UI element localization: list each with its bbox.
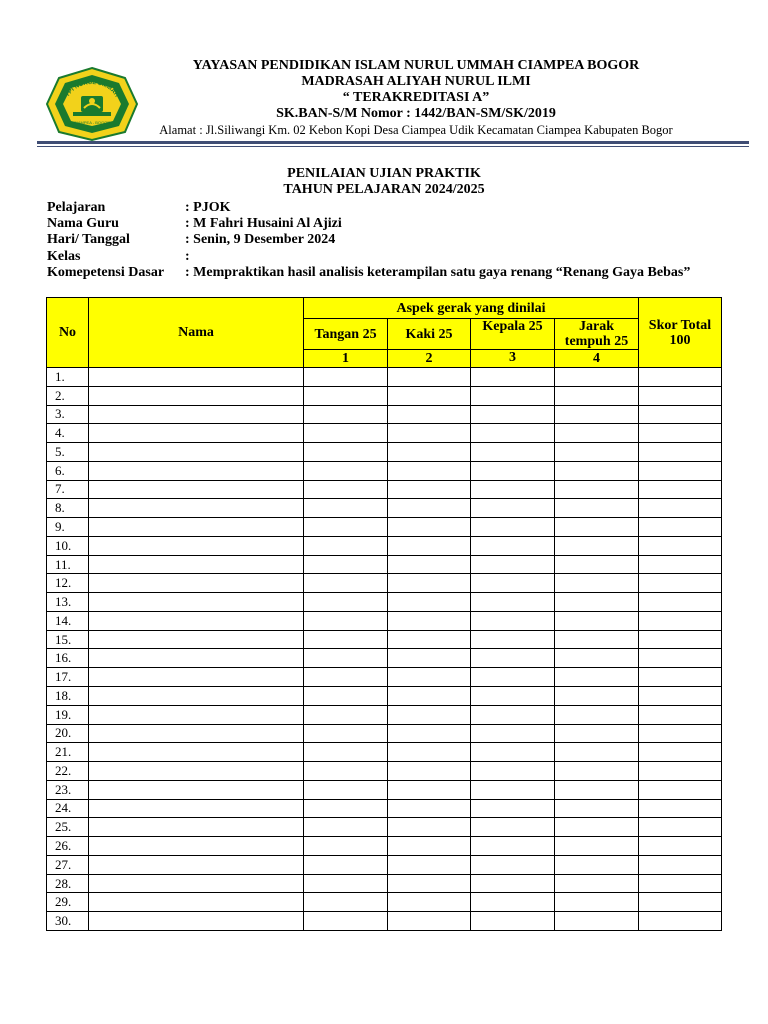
assessment-info [47,200,690,281]
score-cell [388,630,471,649]
score-cell [388,518,471,537]
score-cell [89,893,304,912]
score-cell [555,518,639,537]
score-cell [304,461,388,480]
score-cell [388,443,471,462]
score-cell [304,855,388,874]
school-logo [45,66,139,142]
score-cell [555,593,639,612]
score-cell [388,405,471,424]
accreditation: “ TERAKREDITASI A” [342,90,490,105]
score-cell [639,780,722,799]
score-cell [555,668,639,687]
info-label: Komepetensi Dasar [47,264,165,280]
score-cell [471,405,555,424]
logo-top-text: YPI NURUL UMMAH [64,79,120,99]
score-cell [471,574,555,593]
row-number: 8. [47,499,89,518]
score-cell [639,837,722,856]
header-number: 2 [388,350,471,368]
score-cell [555,855,639,874]
score-cell [89,424,304,443]
score-cell [304,687,388,706]
score-cell [555,724,639,743]
score-cell [304,630,388,649]
score-cell [639,386,722,405]
score-cell [304,724,388,743]
logo-bottom-text: CIAMPEA - BOGOR [73,120,111,125]
score-cell [388,593,471,612]
letterhead [150,58,682,138]
score-cell [555,574,639,593]
score-cell [471,874,555,893]
score-cell [89,743,304,762]
score-cell [639,574,722,593]
score-cell [555,368,639,387]
score-cell [304,893,388,912]
score-cell [555,499,639,518]
score-cell [555,799,639,818]
score-cell [388,424,471,443]
score-cell [388,461,471,480]
header-no: No [47,298,89,368]
score-cell [471,593,555,612]
row-number: 16. [47,649,89,668]
score-cell [304,762,388,781]
score-cell [89,855,304,874]
score-cell [304,837,388,856]
row-number: 19. [47,705,89,724]
score-cell [471,705,555,724]
school-name: MADRASAH ALIYAH NURUL ILMI [301,74,531,89]
score-cell [471,893,555,912]
table-row [47,743,722,762]
score-cell [89,649,304,668]
score-cell [388,893,471,912]
header-aspek: Aspek gerak yang dinilai [304,298,639,319]
score-cell [388,780,471,799]
score-cell [304,480,388,499]
score-cell [89,443,304,462]
table-row [47,555,722,574]
score-cell [304,818,388,837]
score-cell [639,555,722,574]
row-number: 5. [47,443,89,462]
row-number: 29. [47,893,89,912]
score-cell [555,386,639,405]
info-label: Nama Guru [47,216,119,232]
info-label: Kelas [47,248,81,264]
row-number: 17. [47,668,89,687]
score-cell [471,518,555,537]
sk-number: SK.BAN-S/M Nomor : 1442/BAN-SM/SK/2019 [276,106,556,121]
score-cell [639,593,722,612]
score-cell [555,555,639,574]
row-number: 7. [47,480,89,499]
score-cell [471,837,555,856]
score-cell [639,874,722,893]
score-cell [639,368,722,387]
score-cell [555,743,639,762]
foundation-name: YAYASAN PENDIDIKAN ISLAM NURUL UMMAH CIAMPEA BOGOR [192,58,640,73]
score-cell [555,480,639,499]
score-cell [304,780,388,799]
row-number: 21. [47,743,89,762]
score-cell [471,536,555,555]
score-cell [304,518,388,537]
score-cell [555,818,639,837]
table-row [47,443,722,462]
score-cell [471,799,555,818]
score-cell [89,724,304,743]
info-value: : M Fahri Husaini Al Ajizi [185,216,342,232]
score-cell [89,536,304,555]
score-cell [471,687,555,706]
row-number: 13. [47,593,89,612]
score-cell [555,893,639,912]
score-cell [388,574,471,593]
score-cell [304,368,388,387]
score-cell [304,705,388,724]
header-rule-thick [37,141,749,144]
table-row [47,799,722,818]
score-cell [555,405,639,424]
score-cell [89,499,304,518]
score-cell [555,912,639,931]
score-cell [388,687,471,706]
table-row [47,893,722,912]
table-row [47,818,722,837]
score-cell [304,668,388,687]
score-cell [388,762,471,781]
row-number: 10. [47,536,89,555]
score-cell [304,799,388,818]
score-cell [555,424,639,443]
row-number: 27. [47,855,89,874]
score-cell [388,536,471,555]
score-cell [89,630,304,649]
row-number: 28. [47,874,89,893]
score-cell [639,536,722,555]
header-number: 1 [304,350,388,368]
score-cell [89,405,304,424]
table-row [47,461,722,480]
row-number: 20. [47,724,89,743]
score-cell [639,705,722,724]
score-cell [471,912,555,931]
table-row [47,536,722,555]
score-cell [555,443,639,462]
table-row [47,386,722,405]
score-cell [304,593,388,612]
info-row-competency [47,265,690,281]
score-cell [304,912,388,931]
score-cell [471,368,555,387]
table-row [47,912,722,931]
row-number: 1. [47,368,89,387]
academic-year: TAHUN PELAJARAN 2024/2025 [283,182,485,197]
row-number: 9. [47,518,89,537]
score-cell [639,649,722,668]
header-kaki: Kaki 25 [388,319,471,350]
score-cell [555,705,639,724]
table-row [47,649,722,668]
score-cell [388,649,471,668]
score-cell [388,912,471,931]
score-cell [89,780,304,799]
table-row [47,368,722,387]
info-row-teacher [47,216,690,232]
score-cell [89,837,304,856]
table-row [47,874,722,893]
school-address: Alamat : Jl.Siliwangi Km. 02 Kebon Kopi Desa Ciampea Udik Kecamatan Ciampea Kabupaten Bogor [159,123,673,137]
score-cell [304,499,388,518]
row-number: 2. [47,386,89,405]
score-cell [89,912,304,931]
header-nama: Nama [89,298,304,368]
score-cell [304,386,388,405]
score-cell [555,837,639,856]
header-number: 4 [555,350,639,368]
score-cell [304,649,388,668]
info-row-subject [47,200,690,216]
score-cell [304,405,388,424]
score-cell [388,555,471,574]
table-row [47,724,722,743]
table-row [47,837,722,856]
score-cell [471,855,555,874]
info-row-date [47,232,690,248]
score-cell [639,724,722,743]
score-cell [555,687,639,706]
score-cell [388,386,471,405]
score-cell [555,611,639,630]
table-row [47,574,722,593]
score-cell [388,743,471,762]
score-cell [639,611,722,630]
score-cell [89,593,304,612]
row-number: 26. [47,837,89,856]
header-number: 3 [471,350,555,368]
score-cell [639,799,722,818]
score-cell [388,611,471,630]
score-cell [555,461,639,480]
score-cell [471,780,555,799]
score-cell [304,743,388,762]
score-cell [304,874,388,893]
score-cell [639,762,722,781]
score-cell [471,668,555,687]
row-number: 22. [47,762,89,781]
score-cell [639,912,722,931]
table-row [47,687,722,706]
table-row [47,630,722,649]
score-cell [639,443,722,462]
score-cell [89,386,304,405]
table-row [47,424,722,443]
row-number: 11. [47,555,89,574]
header-rule-thin [37,146,749,147]
score-cell [388,874,471,893]
table-row [47,518,722,537]
score-cell [639,499,722,518]
score-cell [639,480,722,499]
score-cell [471,499,555,518]
score-cell [555,874,639,893]
score-cell [89,574,304,593]
score-cell [304,443,388,462]
score-cell [639,630,722,649]
row-number: 6. [47,461,89,480]
score-cell [639,668,722,687]
score-cell [89,555,304,574]
score-cell [388,499,471,518]
document-title: PENILAIAN UJIAN PRAKTIK [287,166,481,181]
score-cell [639,818,722,837]
table-row [47,405,722,424]
score-cell [639,405,722,424]
score-cell [304,574,388,593]
score-cell [388,705,471,724]
row-number: 18. [47,687,89,706]
score-cell [89,762,304,781]
score-cell [471,480,555,499]
score-cell [471,630,555,649]
score-cell [471,818,555,837]
score-cell [89,687,304,706]
info-label: Pelajaran [47,200,106,215]
score-cell [471,649,555,668]
score-cell [555,780,639,799]
score-cell [388,668,471,687]
score-cell [89,480,304,499]
score-cell [471,424,555,443]
score-cell [89,461,304,480]
score-cell [471,555,555,574]
score-cell [89,799,304,818]
score-cell [304,424,388,443]
table-row [47,668,722,687]
score-cell [388,480,471,499]
score-cell [639,461,722,480]
score-cell [471,461,555,480]
score-cell [639,424,722,443]
score-cell [639,518,722,537]
table-row [47,780,722,799]
score-cell [471,743,555,762]
info-value: : [185,248,190,264]
score-cell [639,743,722,762]
row-number: 24. [47,799,89,818]
score-cell [471,386,555,405]
score-table [46,297,722,931]
header-skor-total: Skor Total 100 [639,298,722,368]
info-row-class [47,249,690,265]
score-cell [639,855,722,874]
score-cell [555,536,639,555]
table-row [47,499,722,518]
table-row [47,855,722,874]
score-cell [471,611,555,630]
table-row [47,593,722,612]
score-cell [639,687,722,706]
table-row [47,611,722,630]
score-cell [304,555,388,574]
score-cell [89,818,304,837]
score-cell [639,893,722,912]
row-number: 14. [47,611,89,630]
table-row [47,705,722,724]
row-number: 30. [47,912,89,931]
score-cell [388,818,471,837]
row-number: 12. [47,574,89,593]
score-cell [89,705,304,724]
score-cell [471,724,555,743]
row-number: 15. [47,630,89,649]
score-cell [89,368,304,387]
score-cell [388,368,471,387]
score-cell [89,874,304,893]
score-cell [555,649,639,668]
header-tangan: Tangan 25 [304,319,388,350]
score-cell [388,799,471,818]
score-cell [89,518,304,537]
info-value: : Senin, 9 Desember 2024 [185,232,336,248]
score-cell [89,668,304,687]
score-cell [388,837,471,856]
info-label: Hari/ Tanggal [47,232,130,248]
info-value: : Mempraktikan hasil analisis keterampilan satu gaya renang “Renang Gaya Bebas” [185,264,691,280]
header-jarak: Jarak tempuh 25 [555,319,639,350]
score-cell [388,724,471,743]
score-cell [304,611,388,630]
score-cell [555,630,639,649]
score-cell [388,855,471,874]
score-cell [471,443,555,462]
header-kepala: Kepala 25 [471,319,555,350]
score-cell [89,611,304,630]
score-cell [304,536,388,555]
info-value: : PJOK [185,200,231,215]
row-number: 3. [47,405,89,424]
table-row [47,762,722,781]
score-cell [471,762,555,781]
table-row [47,480,722,499]
score-cell [555,762,639,781]
row-number: 23. [47,780,89,799]
row-number: 25. [47,818,89,837]
row-number: 4. [47,424,89,443]
